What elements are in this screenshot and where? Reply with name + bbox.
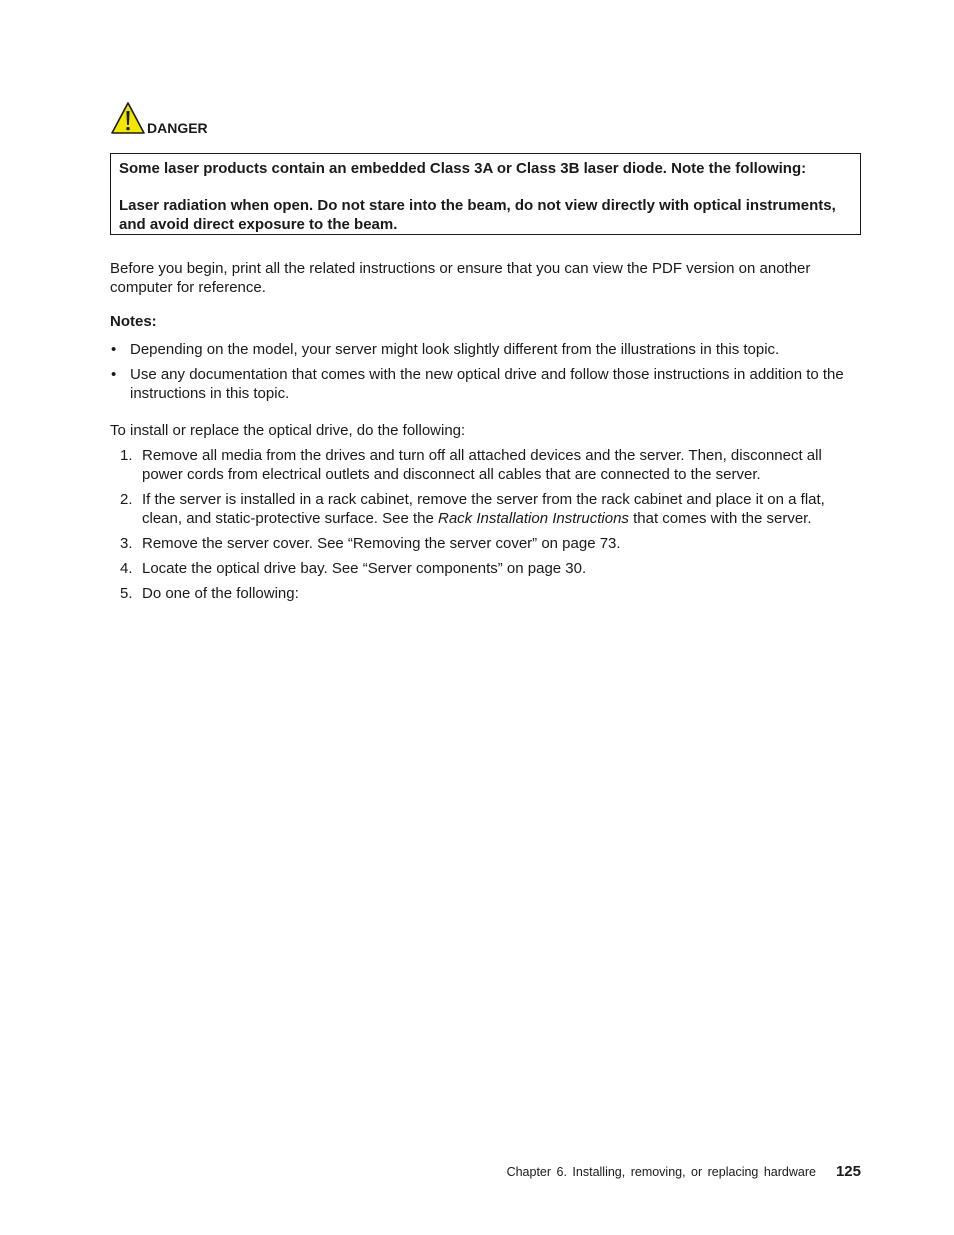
- notes-list: [110, 340, 862, 409]
- document-title-reference: Rack Installation Instructions: [438, 510, 629, 527]
- step-item: [110, 490, 862, 528]
- note-text: Depending on the model, your server might look slightly different from the illustrations in this topic.: [130, 341, 780, 358]
- step-number: 1.: [120, 447, 133, 464]
- step-number: 3.: [120, 535, 133, 552]
- step-text: Remove the server cover. See “Removing the server cover” on page 73.: [142, 535, 621, 552]
- procedure-lead: To install or replace the optical drive, do the following:: [110, 422, 466, 439]
- notes-title: Notes:: [110, 313, 157, 330]
- step-text: Locate the optical drive bay. See “Server components” on page 30.: [142, 560, 587, 577]
- intro-paragraph: Before you begin, print all the related instructions or ensure that you can view the PDF version on another computer for reference.: [110, 260, 811, 296]
- page-number: 125: [835, 1163, 861, 1180]
- step-text-after: that comes with the server.: [628, 510, 812, 527]
- danger-label: DANGER: [147, 120, 208, 136]
- step-number: 2.: [120, 491, 133, 508]
- list-item: [110, 365, 862, 403]
- step-text: Remove all media from the drives and turn off all attached devices and the server. Then, disconnect all power cords from electrical outlets and disconnect all cables that are connected to the server.: [142, 447, 822, 483]
- step-text: Do one of the following:: [142, 585, 299, 602]
- step-item: [110, 446, 862, 484]
- step-text-before: If the server is installed in a rack cabinet, remove the server from the rack cabinet and place it on a flat, clean, and static-protective surface. See the: [142, 491, 825, 527]
- bullet-icon: •: [111, 341, 117, 358]
- step-number: 5.: [120, 585, 133, 602]
- procedure-steps: [110, 446, 862, 609]
- step-item: [110, 584, 862, 603]
- page-footer: [507, 1163, 861, 1180]
- danger-line-1: Some laser products contain an embedded Class 3A or Class 3B laser diode. Note the following:: [119, 160, 807, 177]
- note-text: Use any documentation that comes with the new optical drive and follow those instructions in addition to the instructions in this topic.: [130, 366, 844, 402]
- list-item: [110, 340, 862, 359]
- step-number: 4.: [120, 560, 133, 577]
- warning-triangle-icon: [110, 101, 146, 135]
- danger-notice-box: [110, 153, 861, 235]
- bullet-icon: •: [111, 366, 117, 383]
- chapter-title: Chapter 6. Installing, removing, or replacing hardware: [506, 1165, 816, 1179]
- danger-heading: [110, 101, 208, 135]
- danger-line-2: Laser radiation when open. Do not stare into the beam, do not view directly with optical instruments, and avoid direct exposure to the beam.: [119, 197, 836, 233]
- step-item: [110, 534, 862, 553]
- step-item: [110, 559, 862, 578]
